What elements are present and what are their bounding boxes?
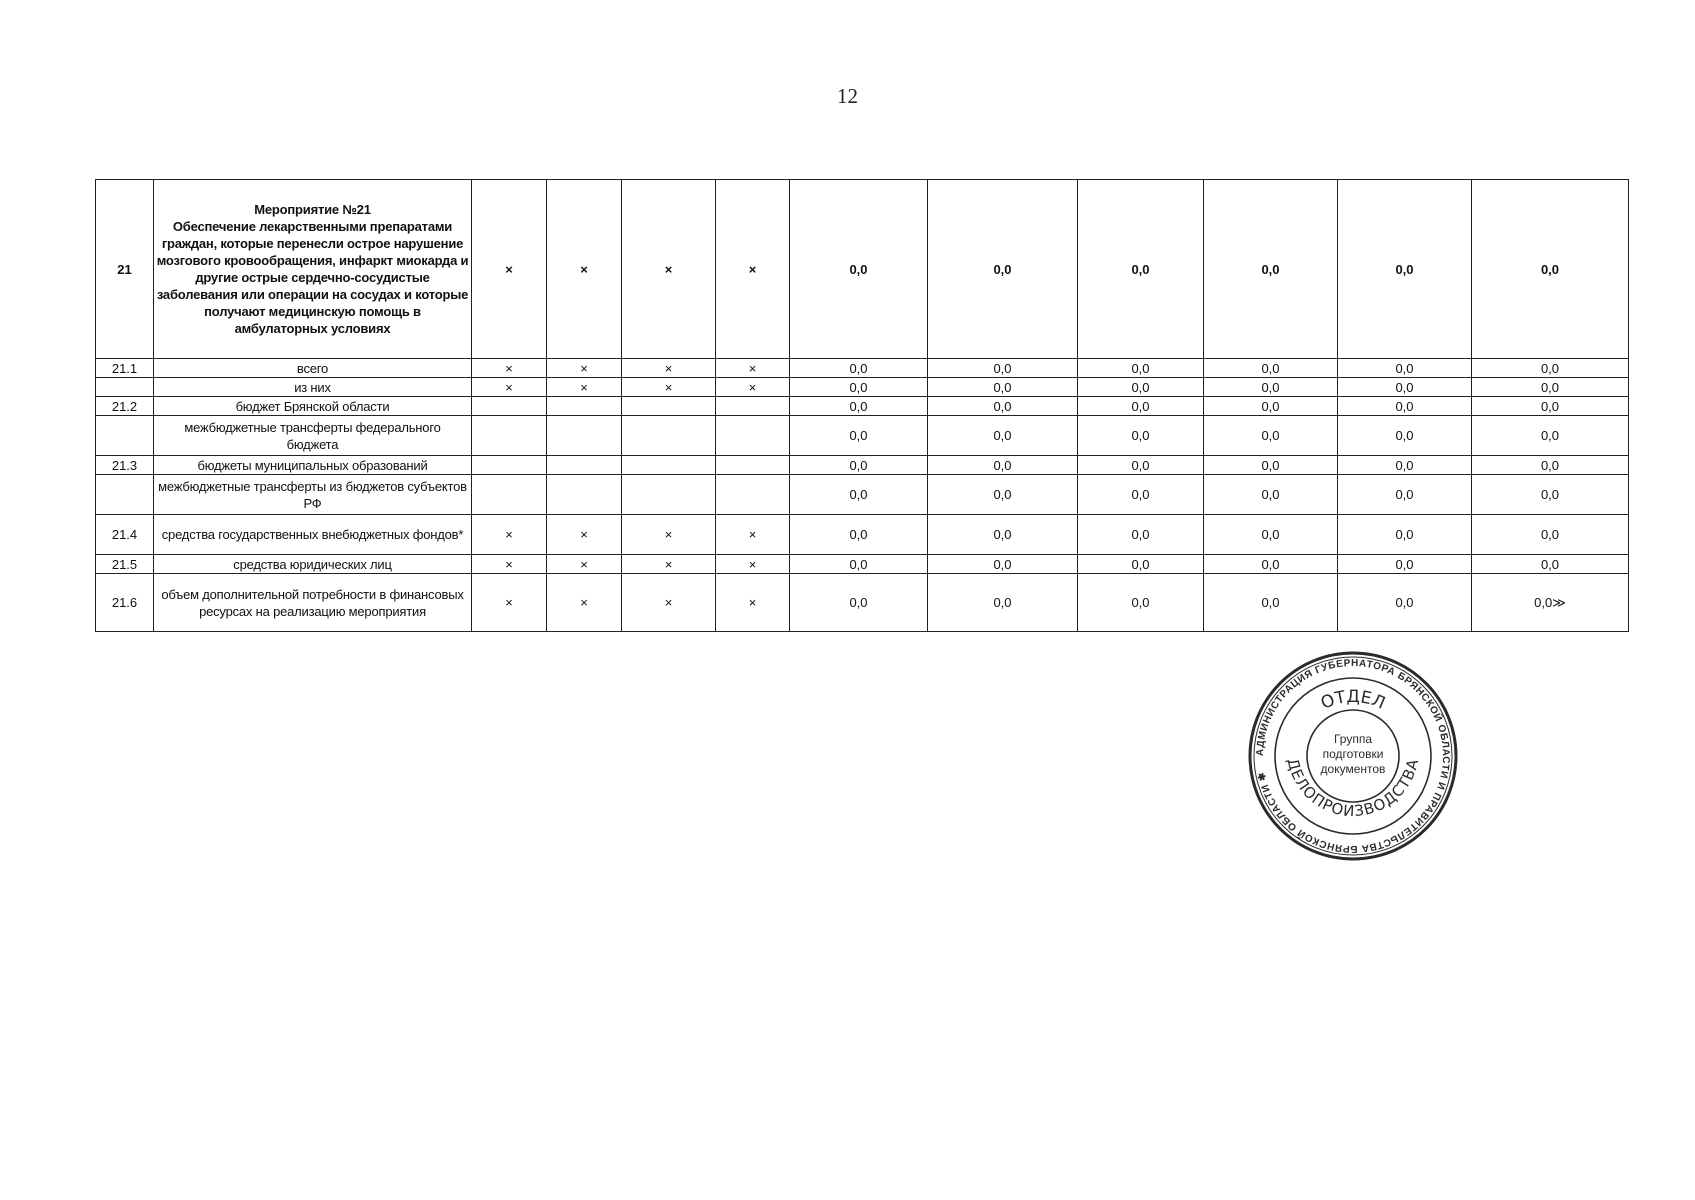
table-row <box>96 456 1629 475</box>
amount-value: 0,0 <box>1338 378 1472 397</box>
not-applicable-mark: × <box>716 378 790 397</box>
not-applicable-mark: × <box>547 359 622 378</box>
amount-value: 0,0 <box>1204 359 1338 378</box>
not-applicable-mark <box>472 475 547 515</box>
table-row <box>96 378 1629 397</box>
amount-value: 0,0 <box>1078 555 1204 574</box>
amount-value: 0,0 <box>1204 416 1338 456</box>
amount-value: 0,0 <box>790 475 928 515</box>
table-row <box>96 416 1629 456</box>
page-number: 12 <box>837 84 858 108</box>
amount-value: 0,0 <box>1338 180 1472 359</box>
amount-value: 0,0 <box>1204 397 1338 416</box>
stamp-center-line-2: подготовки <box>1322 747 1384 761</box>
amount-value: 0,0 <box>1204 378 1338 397</box>
amount-value: 0,0 <box>1204 456 1338 475</box>
table-row <box>96 359 1629 378</box>
row-number: 21.4 <box>96 515 154 555</box>
table-row <box>96 397 1629 416</box>
row-label: из них <box>154 378 472 397</box>
amount-value: 0,0 <box>790 359 928 378</box>
amount-value: 0,0 <box>928 397 1078 416</box>
amount-value: 0,0 <box>1078 180 1204 359</box>
not-applicable-mark: × <box>547 180 622 359</box>
amount-value: 0,0 <box>928 555 1078 574</box>
amount-value: 0,0 <box>1338 456 1472 475</box>
amount-value: 0,0 <box>928 359 1078 378</box>
row-number: 21.3 <box>96 456 154 475</box>
amount-value: 0,0 <box>928 180 1078 359</box>
amount-value: 0,0 <box>1204 515 1338 555</box>
amount-value: 0,0 <box>1472 180 1629 359</box>
amount-value: 0,0 <box>790 397 928 416</box>
amount-value: 0,0 <box>1204 475 1338 515</box>
amount-value: 0,0 <box>1472 416 1629 456</box>
not-applicable-mark: × <box>622 555 716 574</box>
stamp-arc-bottom: ДЕЛОПРОИЗВОДСТВА <box>1283 756 1423 821</box>
amount-value: 0,0 <box>1078 475 1204 515</box>
row-label: средства юридических лиц <box>154 555 472 574</box>
amount-value: 0,0 <box>1472 359 1629 378</box>
not-applicable-mark: × <box>472 359 547 378</box>
row-label: объем дополнительной потребности в финансовых ресурсах на реализацию мероприятия <box>154 574 472 632</box>
amount-value: 0,0 <box>1078 515 1204 555</box>
amount-value: 0,0 <box>1472 515 1629 555</box>
amount-value: 0,0 <box>790 180 928 359</box>
not-applicable-mark: × <box>622 515 716 555</box>
amount-value: 0,0 <box>1078 416 1204 456</box>
amount-value: 0,0 <box>1078 574 1204 632</box>
not-applicable-mark <box>622 475 716 515</box>
row-number: 21 <box>96 180 154 359</box>
amount-value: 0,0 <box>1078 456 1204 475</box>
not-applicable-mark: × <box>547 574 622 632</box>
amount-value: 0,0 <box>928 574 1078 632</box>
table-row <box>96 515 1629 555</box>
not-applicable-mark: × <box>716 574 790 632</box>
not-applicable-mark <box>547 456 622 475</box>
row-number: 21.1 <box>96 359 154 378</box>
amount-value: 0,0 <box>1472 378 1629 397</box>
not-applicable-mark: × <box>472 555 547 574</box>
not-applicable-mark <box>622 416 716 456</box>
not-applicable-mark: × <box>472 574 547 632</box>
table-row <box>96 475 1629 515</box>
not-applicable-mark: × <box>716 515 790 555</box>
table-row <box>96 180 1629 359</box>
not-applicable-mark: × <box>622 359 716 378</box>
amount-value: 0,0 <box>1078 359 1204 378</box>
amount-value: 0,0 <box>928 515 1078 555</box>
not-applicable-mark <box>716 397 790 416</box>
amount-value: 0,0 <box>1338 416 1472 456</box>
row-number <box>96 416 154 456</box>
amount-value: 0,0 <box>1472 397 1629 416</box>
row-number: 21.5 <box>96 555 154 574</box>
amount-value: 0,0 <box>1338 574 1472 632</box>
amount-value: 0,0 <box>1338 359 1472 378</box>
not-applicable-mark <box>472 416 547 456</box>
amount-value: 0,0 <box>928 378 1078 397</box>
amount-value: 0,0 <box>1338 397 1472 416</box>
row-label: всего <box>154 359 472 378</box>
row-number: 21.6 <box>96 574 154 632</box>
stamp-center-line-3: документов <box>1320 762 1386 776</box>
amount-value: 0,0 <box>928 475 1078 515</box>
amount-value: 0,0 <box>1204 574 1338 632</box>
not-applicable-mark: × <box>547 515 622 555</box>
stamp-center-line-1: Группа <box>1333 732 1373 746</box>
not-applicable-mark: × <box>472 515 547 555</box>
amount-value: 0,0 <box>1204 555 1338 574</box>
amount-value: 0,0 <box>1204 180 1338 359</box>
not-applicable-mark <box>716 475 790 515</box>
amount-value: 0,0 <box>1078 378 1204 397</box>
table-row <box>96 555 1629 574</box>
not-applicable-mark: × <box>472 378 547 397</box>
not-applicable-mark: × <box>547 378 622 397</box>
row-label: Мероприятие №21 Обеспечение лекарственными препаратами граждан, которые перенесли острое нарушение мозгового кровообращения, инфаркт миокарда и другие острые сердечно-сосудистые заболевания или операции на сосудах и которые получают медицинскую помощь в амбулаторных условиях <box>154 180 472 359</box>
amount-value: 0,0 <box>790 555 928 574</box>
amount-value: 0,0 <box>1338 475 1472 515</box>
not-applicable-mark <box>716 456 790 475</box>
row-label: межбюджетные трансферты федерального бюджета <box>154 416 472 456</box>
not-applicable-mark: × <box>547 555 622 574</box>
amount-value: 0,0 <box>1472 475 1629 515</box>
not-applicable-mark <box>547 475 622 515</box>
amount-value: 0,0 <box>1338 555 1472 574</box>
stamp-arc-top: ОТДЕЛ <box>1318 686 1389 714</box>
row-label: бюджеты муниципальных образований <box>154 456 472 475</box>
row-label: бюджет Брянской области <box>154 397 472 416</box>
not-applicable-mark <box>547 397 622 416</box>
not-applicable-mark <box>472 397 547 416</box>
amount-value: 0,0 <box>1472 555 1629 574</box>
row-label: межбюджетные трансферты из бюджетов субъектов РФ <box>154 475 472 515</box>
not-applicable-mark <box>622 456 716 475</box>
row-number: 21.2 <box>96 397 154 416</box>
amount-value: 0,0 <box>928 416 1078 456</box>
not-applicable-mark: × <box>716 555 790 574</box>
amount-value: 0,0 <box>1338 515 1472 555</box>
not-applicable-mark: × <box>472 180 547 359</box>
not-applicable-mark: × <box>622 378 716 397</box>
amount-value: 0,0 <box>790 378 928 397</box>
not-applicable-mark <box>716 416 790 456</box>
table-row <box>96 574 1629 632</box>
not-applicable-mark: × <box>716 180 790 359</box>
not-applicable-mark <box>472 456 547 475</box>
amount-value: 0,0 <box>1472 456 1629 475</box>
row-label: средства государственных внебюджетных фондов* <box>154 515 472 555</box>
row-number <box>96 475 154 515</box>
not-applicable-mark: × <box>622 574 716 632</box>
not-applicable-mark: × <box>716 359 790 378</box>
not-applicable-mark <box>547 416 622 456</box>
amount-value: 0,0 <box>790 456 928 475</box>
amount-value: 0,0 <box>1078 397 1204 416</box>
official-seal-stamp <box>1247 650 1459 862</box>
row-number <box>96 378 154 397</box>
amount-value: 0,0 <box>790 574 928 632</box>
amount-value: 0,0 <box>928 456 1078 475</box>
not-applicable-mark: × <box>622 180 716 359</box>
stamp-ring-text: АДМИНИСТРАЦИЯ ГУБЕРНАТОРА БРЯНСКОЙ ОБЛАСТИ И ПРАВИТЕЛЬСТВА БРЯНСКОЙ ОБЛАСТИ ✱ <box>1254 657 1452 855</box>
financing-table <box>95 179 1629 632</box>
amount-value: 0,0≫ <box>1472 574 1629 632</box>
not-applicable-mark <box>622 397 716 416</box>
amount-value: 0,0 <box>790 416 928 456</box>
amount-value: 0,0 <box>790 515 928 555</box>
